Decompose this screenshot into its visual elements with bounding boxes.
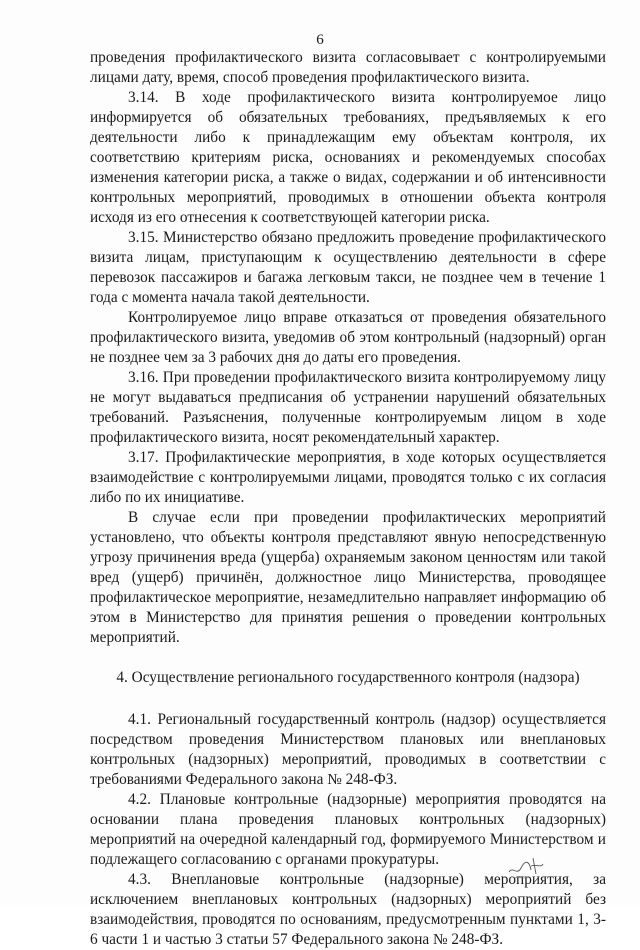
- page-number: 6: [316, 32, 324, 48]
- paragraph-4-1: 4.1. Региональный государственный контроль (надзор) осуществляется посредством проведения Министерством плановых или внеплановых контрольных (надзорных) мероприятий, проводимых в соответствии с требованиями Федерального закона № 248-ФЗ.: [90, 711, 606, 788]
- paragraph-3-15: 3.15. Министерство обязано предложить проведение профилактического визита лицам, приступающим к осуществлению деятельности в сфере перевозок пассажиров и багажа легковым такси, не позднее чем в течение 1 года с момента начала такой деятельности.: [90, 229, 606, 306]
- paragraph-3-14: 3.14. В ходе профилактического визита контролируемое лицо информируется об обязательных требованиях, предъявляемых к его деятельности либо к принадлежащим ему объектам контроля, их соответствию критериям риска, основаниях и рекомендуемых способах изменения категории риска, а также о видах, содержании и об интенсивности контрольных мероприятий, проводимых в отношении объекта контроля исходя из его отнесения к соответствующей категории риска.: [90, 89, 606, 226]
- document-body: [90, 48, 606, 950]
- paragraph-3-16: 3.16. При проведении профилактического визита контролируемому лицу не могут выдаваться предписания об устранении нарушений обязательных требований. Разъяснения, полученные контролируемым лицом в ходе профилактического визита, носят рекомендательный характер.: [90, 369, 606, 446]
- paragraph-4-3: 4.3. Внеплановые контрольные (надзорные) мероприятия, за исключением внеплановых контрольных (надзорных) мероприятий без взаимодействия, проводятся по основаниям, предусмотренным пунктами 1, 3-6 части 1 и частью 3 статьи 57 Федерального закона № 248-ФЗ.: [90, 871, 606, 948]
- handwritten-mark: [505, 852, 549, 886]
- paragraph-continuation: проведения профилактического визита согласовывает с контролируемыми лицами дату, время, способ проведения профилактического визита.: [90, 49, 606, 86]
- paragraph-3-17: 3.17. Профилактические мероприятия, в ходе которых осуществляется взаимодействие с контролируемыми лицами, проводятся только с их согласия либо по их инициативе.: [90, 449, 606, 506]
- paragraph-3-17-threat: В случае если при проведении профилактических мероприятий установлено, что объекты контроля представляют явную непосредственную угрозу причинения вреда (ущерба) охраняемым законом ценностям или такой вред (ущерб) причинён, должностное лицо Министерства, проводящее профилактическое мероприятие, незамедлительно направляет информацию об этом в Министерство для принятия решения о проведении контрольных мероприятий.: [90, 509, 606, 646]
- paragraph-4-2: 4.2. Плановые контрольные (надзорные) мероприятия проводятся на основании плана проведения плановых контрольных (надзорных) мероприятий на очередной календарный год, формируемого Министерством и подлежащего согласованию с органами прокуратуры.: [90, 791, 606, 868]
- section-heading: 4. Осуществление регионального государственного контроля (надзора): [116, 669, 580, 686]
- paragraph-3-15-refusal: Контролируемое лицо вправе отказаться от проведения обязательного профилактического визита, уведомив об этом контрольный (надзорный) орган не позднее чем за 3 рабочих дня до даты его проведения.: [90, 309, 606, 366]
